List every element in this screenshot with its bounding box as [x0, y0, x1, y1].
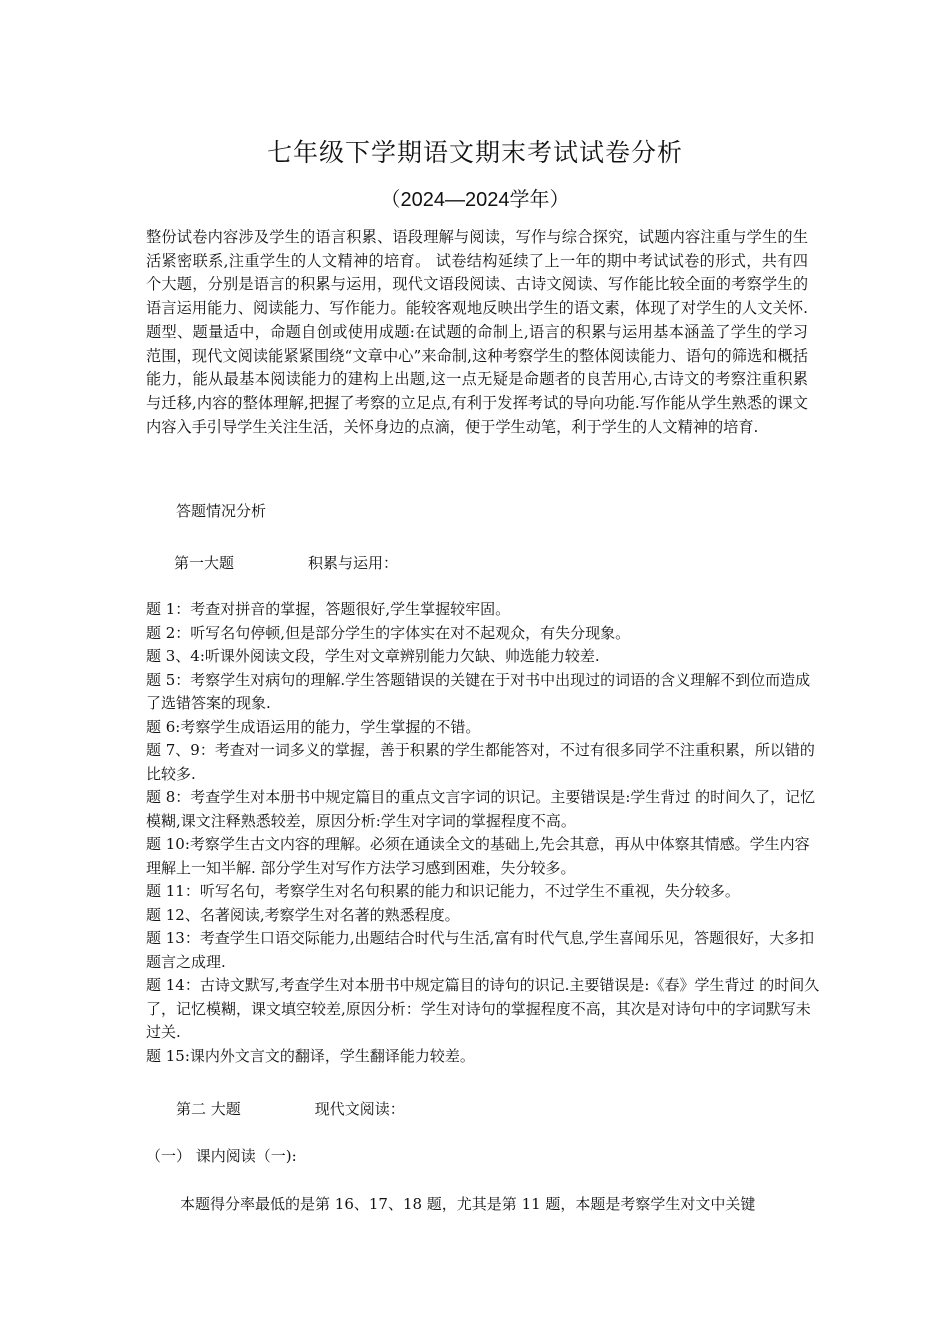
list-item: 题 3、4:听课外阅读文段，学生对文章辨别能力欠缺、帅选能力较差. [146, 647, 600, 665]
list-item: 题 12、名著阅读,考察学生对名著的熟悉程度。 [146, 905, 460, 924]
section2-title: 现代文阅读： [314, 1100, 405, 1118]
section1-label: 第一大题 [174, 554, 235, 572]
list-item: 题 8：考查学生对本册书中规定篇目的重点文言字词的识记。主要错误是:学生背过 的时间久了，记忆模糊,课文注释熟悉较差，原因分析:学生对字词的掌握程度不高。 [146, 788, 816, 830]
section1-title: 积累与运用： [308, 554, 399, 572]
section2-label: 第二 大题 [176, 1100, 241, 1118]
section2-heading [176, 1098, 405, 1119]
list-item: 题 15:课内外文言文的翻译，学生翻译能力较差。 [146, 1046, 475, 1065]
list-item: 题 14：古诗文默写,考查学生对本册书中规定篇目的诗句的识记.主要错误是:《春》学生背过 的时间久了，记忆模糊，课文填空较差,原因分析：学生对诗句的掌握程度不高，其次是对诗句中的字词默写未过关. [146, 976, 820, 1041]
list-item: 题 13：考查学生口语交际能力,出题结合时代与生活,富有时代气息,学生喜闻乐见，答题很好，大多扣题言之成理. [146, 929, 815, 971]
list-item: 题 6:考察学生成语运用的能力，学生掌握的不错。 [146, 717, 481, 736]
subsection-heading: （一） 课内阅读（一): [146, 1147, 297, 1165]
list-item: 题 5：考察学生对病句的理解.学生答题错误的关键在于对书中出现过的词语的含义理解不到位而造成了选错答案的现象. [146, 670, 811, 712]
question-analysis-list [146, 598, 822, 1068]
list-item: 题 11：听写名句，考察学生对名句积累的能力和识记能力，不过学生不重视，失分较多。 [146, 882, 740, 900]
list-item: 题 7、9：考查对一词多义的掌握，善于积累的学生都能答对，不过有很多同学不注重积累，所以错的比较多. [146, 741, 815, 783]
section1-heading [174, 552, 398, 573]
list-item: 题 2：听写名句停顿,但是部分学生的字体实在对不起观众，有失分现象。 [146, 623, 631, 642]
analysis-heading: 答题情况分析 [176, 502, 267, 520]
intro-paragraph: 整份试卷内容涉及学生的语言积累、语段理解与阅读，写作与综合探究，试题内容注重与学生的生活紧密联系,注重学生的人文精神的培育。 试卷结构延续了上一年的期中考试试卷的形式，共有四个大题，分别是语言的积累与运用，现代文语段阅读、古诗文阅读、写作能比较全面的考察学生的语言运用能力、阅读能力、写作能力。能较客观地反映出学生的语文素，体现了对学生的人文关怀. 题型、题量适中，命题自创或使用成题:在试题的命制上,语言的积累与运用基本涵盖了学生的学习范围，现代文阅读能紧紧围绕“文章中心”来命制,这种考察学生的整体阅读能力、语句的筛选和概括能力，能从最基本阅读能力的建构上出题,这一点无疑是命题者的良苦用心,古诗文的考察注重积累与迁移,内容的整体理解,把握了考察的立足点,有利于发挥考试的导向功能.写作能从学生熟悉的课文内容入手引导学生关注生活，关怀身边的点滴，便于学生动笔，利于学生的人文精神的培育. [146, 228, 808, 436]
document-title: 七年级下学期语文期末考试试卷分析 [266, 138, 683, 167]
list-item: 题 1：考查对拼音的掌握，答题很好,学生掌握较牢固。 [146, 600, 511, 618]
last-paragraph: 本题得分率最低的是第 16、17、18 题，尤其是第 11 题，本题是考察学生对文中关键 [180, 1195, 756, 1213]
list-item: 题 10:考察学生古文内容的理解。必须在通读全文的基础上,先会其意，再从中体察其情感。学生内容理解上一知半解. 部分学生对写作方法学习感到困难，失分较多。 [146, 835, 810, 877]
document-subtitle: （2024—2024学年） [380, 189, 570, 211]
